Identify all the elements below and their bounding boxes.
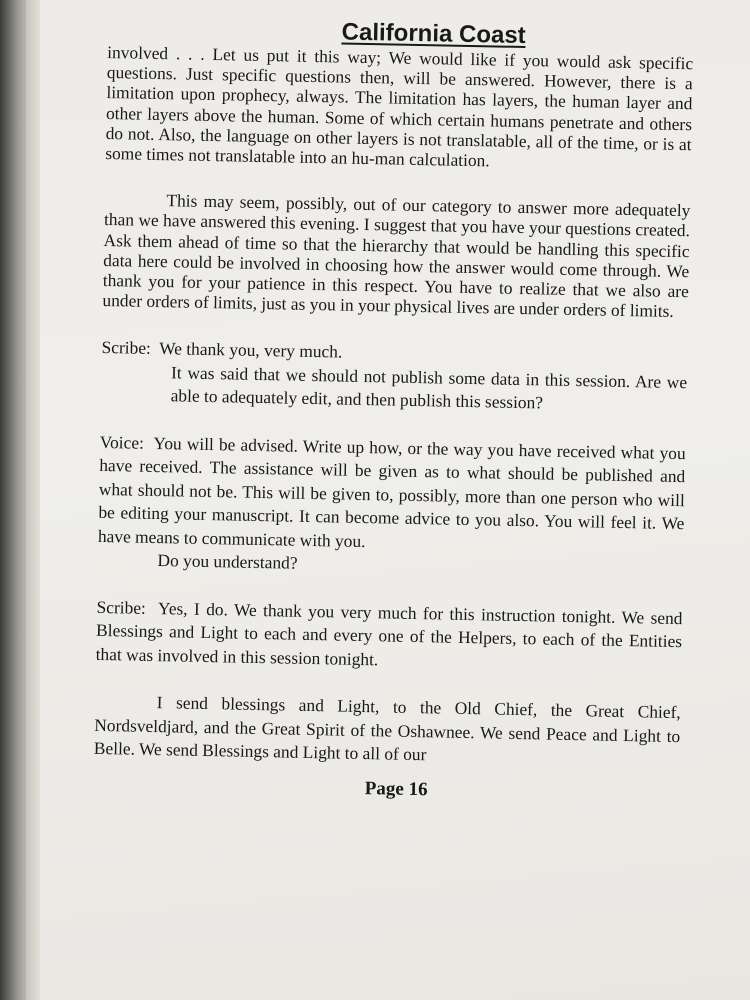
dialogue-scribe-2	[95, 596, 682, 678]
speaker-label: Voice:	[99, 431, 145, 453]
speech-body: Yes, I do. We thank you very much for this instruction tonight. We send Blessings and Light to each and every one of the Helpers, to each of the Entities that was involved in this session tonight.	[95, 598, 683, 670]
dialogue-scribe-1	[100, 336, 687, 418]
speech-followup: Do you understand?	[157, 550, 298, 574]
speech-body: You will be advised. Write up how, or the way you have received what you have received. The assistance will be given as to what should be published and what should not be. This will be given to, possibly, more than one person who will be editing your manuscript. It can become advice to you also. You will feel it. We have means to communicate with you.	[97, 432, 686, 551]
scribe-speech	[95, 596, 682, 678]
dialogue-voice	[97, 431, 686, 583]
book-page	[40, 0, 750, 1000]
speaker-label: Scribe:	[101, 337, 152, 359]
page-title: California Coast	[341, 18, 526, 50]
binder-spine	[0, 0, 26, 1000]
paragraph-2: This may seem, possibly, out of our category to answer more adequately than we have answered this evening. I suggest that you have your questions created. Ask them ahead of time so that the hierarchy that would be handling this specific data here could be involved in choosing how the answer would come through. We thank you for your patience in this respect. You have to realize that we also are under orders of limits, just as you in your physical lives are under orders of limits.	[102, 190, 691, 322]
page-content	[93, 14, 694, 806]
paragraph-1: involved . . . Let us put it this way; We would like if you would ask specific questions. Just specific questions then, will be answered. However, there is a limitation upon prophecy, always. The limitation has layers, the human layer and other layers above the human. Some of which certain humans penetrate and others do not. Also, the language on other layers is not translatable, all of the time, or is at some times not translatable into an hu-man calculation.	[105, 41, 694, 171]
speech-body: It was said that we should not publish some data in this session. Are we able to adequately edit, and then publish this session?	[170, 362, 688, 413]
page-number: Page 16	[364, 778, 428, 801]
speaker-label: Scribe:	[96, 596, 147, 618]
closing-paragraph: I send blessings and Light, to the Old Chief, the Great Chief, Nordsveldjard, and the Great Spirit of the Oshawnee. We send Peace and Light to Belle. We send Blessings and Light to all of our	[93, 692, 681, 765]
voice-speech	[98, 431, 686, 560]
speech-lead: We thank you, very much.	[159, 338, 343, 362]
